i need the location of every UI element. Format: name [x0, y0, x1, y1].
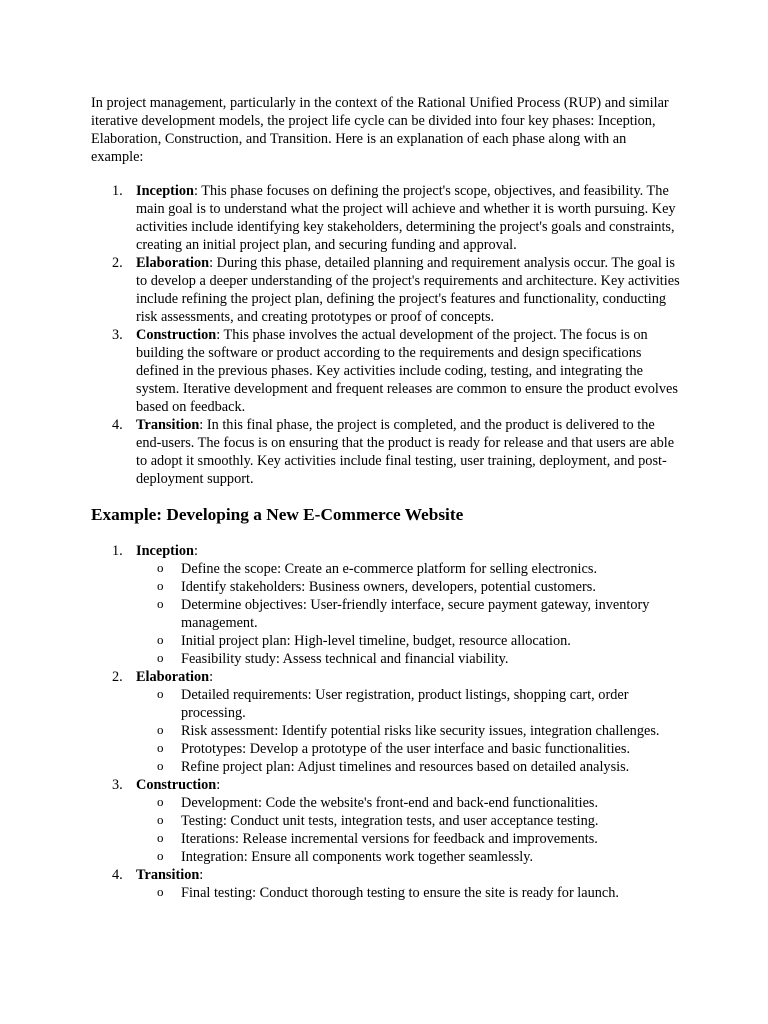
- sub-item-text: Risk assessment: Identify potential risks like security issues, integration challenges.: [181, 723, 660, 739]
- phase-list: [112, 182, 681, 488]
- bullet-icon: o: [157, 830, 164, 845]
- phase-title: Construction: [136, 327, 217, 343]
- phase-item-construction: [112, 326, 681, 416]
- phase-item-transition: [112, 416, 681, 488]
- sub-item-text: Iterations: Release incremental versions for feedback and improvements.: [181, 831, 598, 847]
- phase-colon: :: [194, 543, 198, 559]
- bullet-icon: o: [157, 632, 164, 647]
- sub-list-item: [157, 596, 681, 632]
- bullet-icon: o: [157, 794, 164, 809]
- sub-list: [136, 794, 681, 866]
- sub-list-item: [157, 578, 681, 596]
- example-phase-title: Elaboration: [136, 669, 210, 685]
- sub-list-item: [157, 812, 681, 830]
- sub-item-text: Development: Code the website's front-end and back-end functionalities.: [181, 795, 599, 811]
- example-phase-title: Transition: [136, 867, 200, 883]
- sub-item-text: Detailed requirements: User registration, product listings, shopping cart, order processing.: [181, 687, 629, 721]
- list-number: 3.: [112, 327, 123, 343]
- bullet-icon: o: [157, 812, 164, 827]
- sub-list-item: [157, 740, 681, 758]
- sub-list-item: [157, 560, 681, 578]
- sub-item-text: Testing: Conduct unit tests, integration tests, and user acceptance testing.: [181, 813, 599, 829]
- list-number: 2.: [112, 255, 123, 271]
- sub-list-item: [157, 632, 681, 650]
- phase-description: : During this phase, detailed planning and requirement analysis occur. The goal is to develop a deeper understanding of the project's requirements and architecture. Key activities include refining the project plan, defining the project's features and functionality, conducting risk assessments, and creating prototypes or proof of concepts.: [136, 255, 680, 325]
- phase-title: Transition: [136, 417, 200, 433]
- list-number: 1.: [112, 183, 123, 199]
- bullet-icon: o: [157, 686, 164, 701]
- bullet-icon: o: [157, 650, 164, 665]
- sub-list-item: [157, 830, 681, 848]
- sub-list-item: [157, 848, 681, 866]
- sub-list-item: [157, 650, 681, 668]
- bullet-icon: o: [157, 848, 164, 863]
- sub-list-item: [157, 722, 681, 740]
- phase-colon: :: [199, 867, 204, 883]
- sub-item-text: Refine project plan: Adjust timelines and resources based on detailed analysis.: [181, 759, 630, 775]
- bullet-icon: o: [157, 758, 164, 773]
- sub-item-text: Determine objectives: User-friendly interface, secure payment gateway, inventory management.: [181, 597, 650, 631]
- phase-colon: :: [209, 669, 214, 685]
- example-phase-transition: [112, 866, 681, 902]
- list-number: 2.: [112, 669, 123, 685]
- example-phase-title: Construction: [136, 777, 217, 793]
- bullet-icon: o: [157, 884, 164, 899]
- list-number: 4.: [112, 867, 123, 883]
- bullet-icon: o: [157, 578, 164, 593]
- list-number: 4.: [112, 417, 123, 433]
- sub-item-text: Initial project plan: High-level timeline, budget, resource allocation.: [181, 633, 571, 649]
- sub-list: [136, 560, 681, 668]
- sub-list: [136, 686, 681, 776]
- phase-description: : This phase involves the actual development of the project. The focus is on building the software or product according to the requirements and design specifications defined in the previous phases. Key activities include coding, testing, and integrating the system. Iterative development and frequent releases are common to ensure the product evolves based on feedback.: [136, 327, 678, 415]
- list-number: 3.: [112, 777, 123, 793]
- sub-item-text: Define the scope: Create an e-commerce platform for selling electronics.: [181, 561, 598, 577]
- sub-list-item: [157, 794, 681, 812]
- phase-colon: :: [216, 777, 221, 793]
- bullet-icon: o: [157, 740, 164, 755]
- example-phase-elaboration: [112, 668, 681, 776]
- example-phase-title: Inception: [136, 543, 194, 559]
- intro-paragraph: In project management, particularly in the context of the Rational Unified Process (RUP) and similar iterative development models, the project life cycle can be divided into four key phases: Inception, Elaboration, Construction, and Transition. Here is an explanation of each phase along with an example:: [91, 95, 669, 165]
- sub-list-item: [157, 758, 681, 776]
- phase-item-elaboration: [112, 254, 681, 326]
- example-phase-construction: [112, 776, 681, 866]
- phase-title: Inception: [136, 183, 194, 199]
- sub-list-item: [157, 686, 681, 722]
- phase-description: : This phase focuses on defining the project's scope, objectives, and feasibility. The main goal is to understand what the project will achieve and whether it is worth pursuing. Key activities include identifying key stakeholders, determining the project's goals and constraints, creating an initial project plan, and securing funding and approval.: [136, 183, 676, 253]
- sub-item-text: Identify stakeholders: Business owners, developers, potential customers.: [181, 579, 596, 595]
- phase-item-inception: [112, 182, 681, 254]
- bullet-icon: o: [157, 560, 164, 575]
- sub-item-text: Final testing: Conduct thorough testing to ensure the site is ready for launch.: [181, 885, 619, 901]
- phase-description: : In this final phase, the project is completed, and the product is delivered to the end-users. The focus is on ensuring that the product is ready for release and that users are able to adopt it smoothly. Key activities include final testing, user training, deployment, and post-deployment support.: [136, 417, 675, 487]
- phase-title: Elaboration: [136, 255, 210, 271]
- sub-item-text: Integration: Ensure all components work together seamlessly.: [181, 849, 534, 865]
- example-phase-list: [112, 542, 681, 902]
- sub-item-text: Prototypes: Develop a prototype of the user interface and basic functionalities.: [181, 741, 631, 757]
- list-number: 1.: [112, 543, 123, 559]
- example-heading: Example: Developing a New E-Commerce Website: [91, 505, 464, 524]
- bullet-icon: o: [157, 722, 164, 737]
- sub-item-text: Feasibility study: Assess technical and financial viability.: [181, 651, 509, 667]
- sub-list: [136, 884, 681, 902]
- bullet-icon: o: [157, 596, 164, 611]
- sub-list-item: [157, 884, 681, 902]
- example-phase-inception: [112, 542, 681, 668]
